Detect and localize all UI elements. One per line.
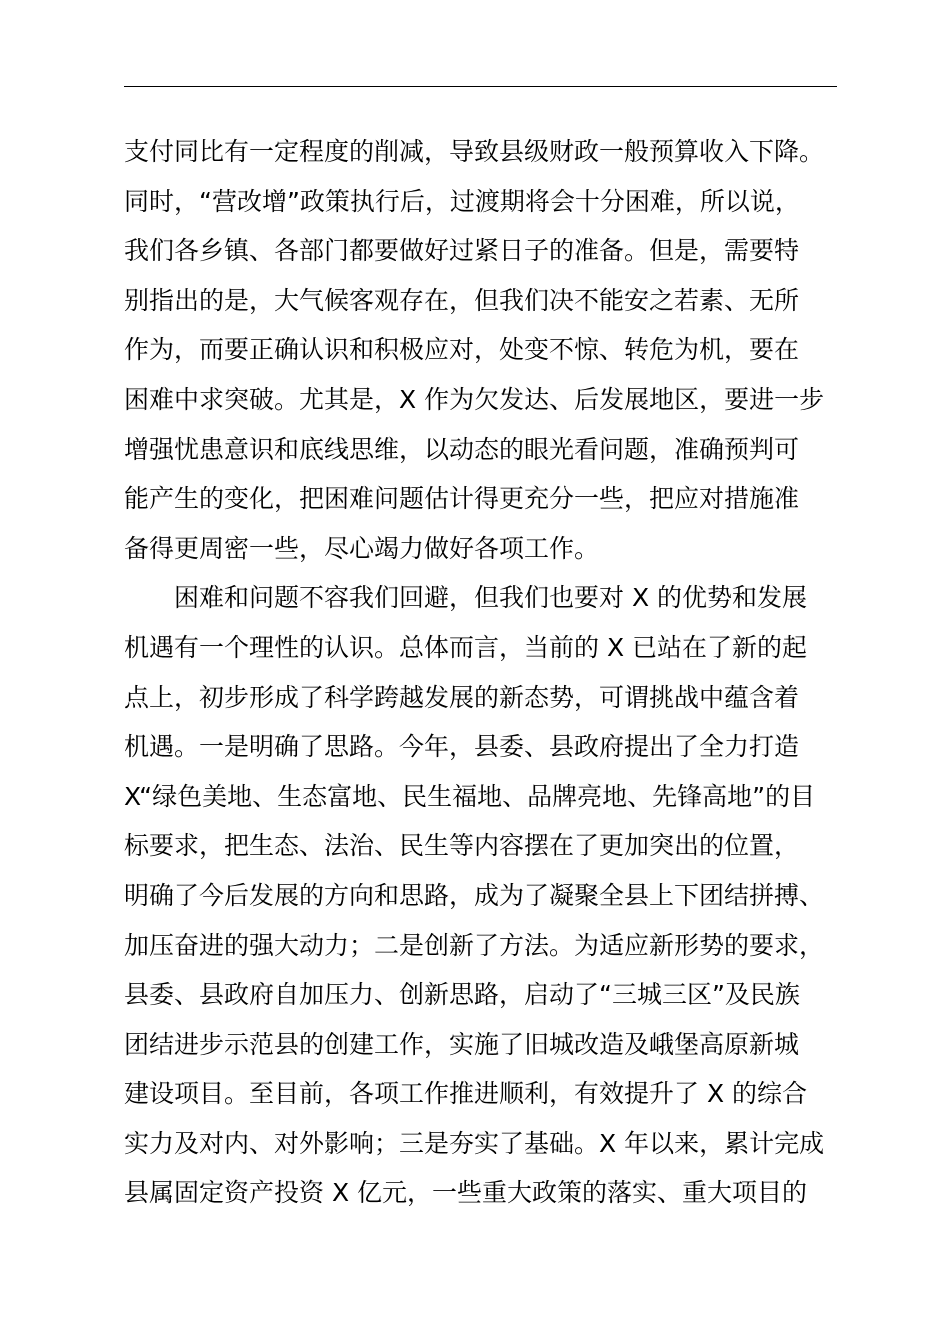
text-line: 作为，而要正确认识和积极应对，处变不惊、转危为机，要在 [124, 335, 800, 365]
paragraph-start-line: 困难和问题不容我们回避，但我们也要对 X 的优势和发展 [174, 583, 808, 613]
text-line: 增强忧患意识和底线思维，以动态的眼光看问题，准确预判可 [124, 434, 800, 464]
text-line: 实力及对内、对外影响；三是夯实了基础。X 年以来，累计完成 [124, 1128, 825, 1158]
text-line: X“绿色美地、生态富地、民生福地、品牌亮地、先锋高地”的目 [124, 781, 816, 811]
text-line: 县委、县政府自加压力、创新思路，启动了“三城三区”及民族 [124, 980, 800, 1010]
text-line: 建设项目。至目前，各项工作推进顺利，有效提升了 X 的综合 [124, 1079, 808, 1109]
text-line: 明确了今后发展的方向和思路，成为了凝聚全县上下团结拼搏、 [124, 880, 825, 910]
text-line: 能产生的变化，把困难问题估计得更充分一些，把应对措施准 [124, 484, 800, 514]
text-line: 困难中求突破。尤其是，X 作为欠发达、后发展地区，要进一步 [124, 384, 825, 414]
text-line: 机遇。一是明确了思路。今年，县委、县政府提出了全力打造 [124, 732, 800, 762]
text-line: 别指出的是，大气候客观存在，但我们决不能安之若素、无所 [124, 285, 800, 315]
text-line: 备得更周密一些，尽心竭力做好各项工作。 [124, 533, 600, 563]
text-line: 同时，“营改增”政策执行后，过渡期将会十分困难，所以说， [124, 186, 800, 216]
text-line: 点上，初步形成了科学跨越发展的新态势，可谓挑战中蕴含着 [124, 682, 800, 712]
text-line: 我们各乡镇、各部门都要做好过紧日子的准备。但是，需要特 [124, 236, 800, 266]
text-line: 标要求，把生态、法治、民生等内容摆在了更加突出的位置， [124, 831, 800, 861]
text-line: 机遇有一个理性的认识。总体而言，当前的 X 已站在了新的起 [124, 632, 808, 662]
text-line: 支付同比有一定程度的削减，导致县级财政一般预算收入下降。 [124, 137, 825, 166]
text-line: 县属固定资产投资 X 亿元，一些重大政策的落实、重大项目的 [124, 1178, 808, 1208]
header-rule [124, 86, 837, 87]
text-line: 加压奋进的强大动力；二是创新了方法。为适应新形势的要求， [124, 930, 825, 960]
body-text [124, 127, 844, 1218]
text-line: 团结进步示范县的创建工作，实施了旧城改造及峨堡高原新城 [124, 1029, 800, 1059]
